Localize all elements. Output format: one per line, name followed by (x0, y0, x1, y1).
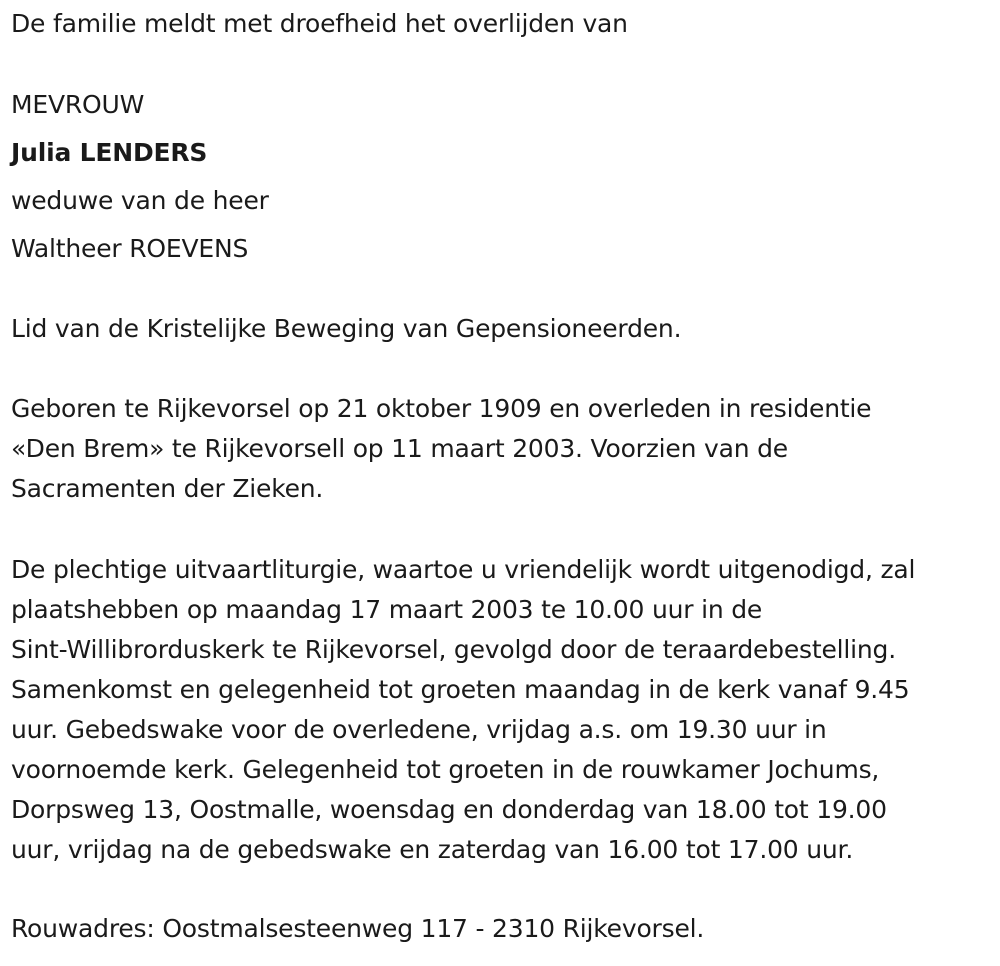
intro-text: De familie meldt met droefheid het overlijden van (11, 9, 628, 38)
paragraph-line: uur, vrijdag na de gebedswake en zaterdag van 16.00 tot 17.00 uur. (11, 835, 854, 864)
paragraph-line: Sint-Willibrorduskerk te Rijkevorsel, gevolgd door de teraardebestelling. (11, 635, 896, 664)
widow-line: weduwe van de heer (11, 186, 269, 215)
paragraph-line: uur. Gebedswake voor de overledene, vrijdag a.s. om 19.30 uur in (11, 715, 827, 744)
spouse-name: Waltheer ROEVENS (11, 234, 249, 263)
deceased-name: Julia LENDERS (11, 138, 208, 167)
paragraph-line: Dorpsweg 13, Oostmalle, woensdag en donderdag van 18.00 tot 19.00 (11, 795, 887, 824)
paragraph-line: plaatshebben op maandag 17 maart 2003 te 10.00 uur in de (11, 595, 763, 624)
paragraph-line: voornoemde kerk. Gelegenheid tot groeten in de rouwkamer Jochums, (11, 755, 880, 784)
paragraph-line: De plechtige uitvaartliturgie, waartoe u vriendelijk wordt uitgenodigd, zal (11, 555, 916, 584)
paragraph-line: «Den Brem» te Rijkevorsell op 11 maart 2003. Voorzien van de (11, 434, 788, 463)
paragraph-line: Sacramenten der Zieken. (11, 474, 324, 503)
paragraph-line: Samenkomst en gelegenheid tot groeten maandag in de kerk vanaf 9.45 (11, 675, 910, 704)
birth-death-paragraph (11, 389, 996, 509)
honorific: MEVROUW (11, 90, 145, 119)
paragraph-line: Geboren te Rijkevorsel op 21 oktober 1909 en overleden in residentie (11, 394, 872, 423)
membership-text: Lid van de Kristelijke Beweging van Gepensioneerden. (11, 314, 682, 343)
ceremony-paragraph (11, 550, 996, 870)
mourning-address: Rouwadres: Oostmalsesteenweg 117 - 2310 Rijkevorsel. (11, 914, 705, 943)
